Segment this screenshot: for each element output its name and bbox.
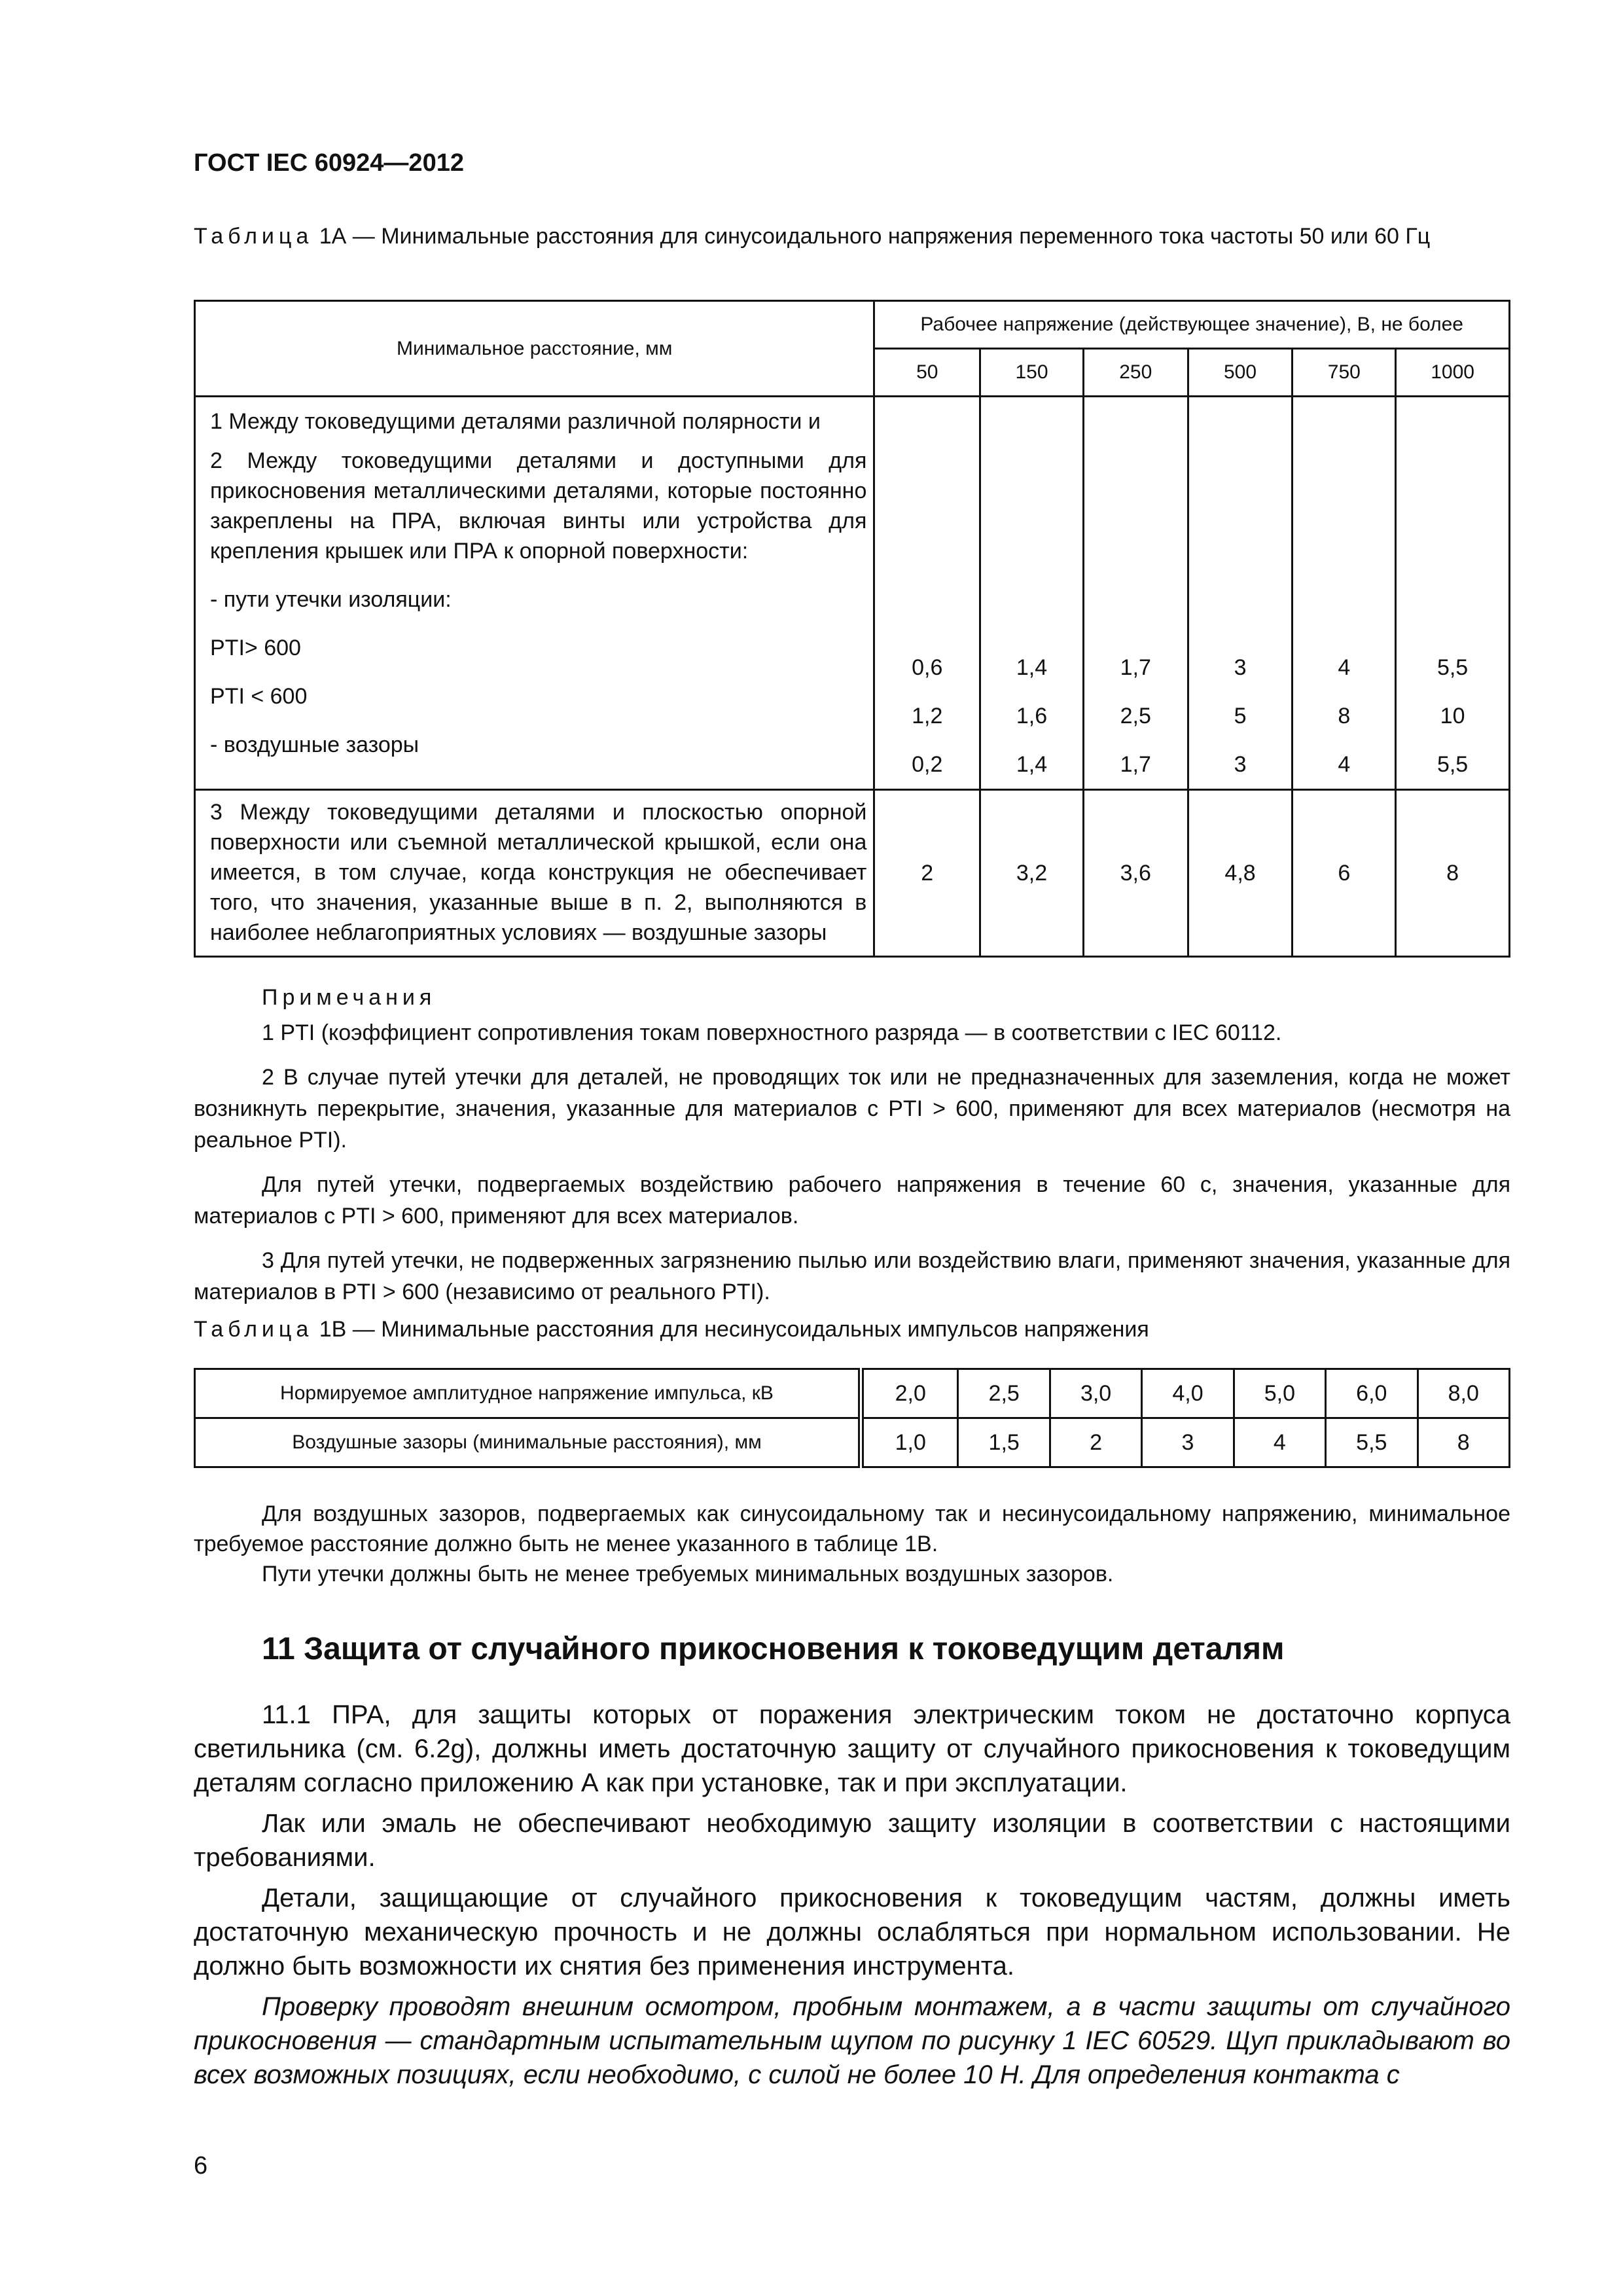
paragraph: Лак или эмаль не обеспечивают необходимую защиту изоляции в соответствии с настоящими требованиями.: [194, 1809, 1510, 1872]
note-item: 1 PTI (коэффициент сопротивления токам поверхностного разряда — в соответствии с IEC 60112.: [262, 1020, 1282, 1045]
cell-value: 8: [1338, 704, 1351, 728]
table-label: Таблица: [194, 1317, 313, 1342]
cell-value: 0,2: [912, 752, 943, 777]
cell-value: 5,5: [1326, 1418, 1418, 1467]
row-label: PTI < 600: [210, 684, 308, 709]
table-row: [195, 397, 1510, 790]
cell-value: 1,7: [1120, 752, 1151, 777]
table-label: Таблица: [194, 224, 313, 249]
row-label: - воздушные зазоры: [210, 732, 419, 757]
cell-value: 4: [1338, 752, 1351, 777]
cell-value: 2,5: [958, 1369, 1050, 1418]
table-1a-caption: [194, 220, 1510, 253]
table-row: [195, 790, 1510, 957]
voltage-header: 750: [1293, 349, 1396, 397]
row-label: PTI> 600: [210, 636, 301, 660]
table-1b-caption: [194, 1313, 1510, 1346]
paragraph: 11.1 ПРА, для защиты которых от поражения электрическим током не достаточно корпуса светильника (см. 6.2g), должны иметь достаточную защиту от случайного прикосновения к токоведущим деталям согласно приложению А как при установке, так и при эксплуатации.: [194, 1700, 1510, 1797]
paragraph: Пути утечки должны быть не менее требуемых минимальных воздушных зазоров.: [262, 1562, 1114, 1587]
cell-value: 5,0: [1234, 1369, 1325, 1418]
cell-value: 4,8: [1188, 790, 1293, 957]
table-row: [195, 1369, 1510, 1418]
table-caption-text: 1В — Минимальные расстояния для несинусоидальных импульсов напряжения: [313, 1317, 1149, 1342]
section-2-title: 2 Между токоведущими деталями и доступными для прикосновения металлическими деталями, которые постоянно закреплены на ПРА, включая винты или устройства для крепления крышек или ПРА к опорной поверхности:: [210, 448, 867, 564]
paragraph: Детали, защищающие от случайного прикосновения к токоведущим частям, должны иметь достаточную механическую прочность и не должны ослабляться при нормальном использовании. Не должно быть возможности их снятия без применения инструмента.: [194, 1884, 1510, 1981]
cell-value: 3: [1234, 655, 1247, 680]
cell-value: 2: [874, 790, 980, 957]
cell-value: 10: [1440, 704, 1465, 728]
voltage-header: 150: [980, 349, 1084, 397]
cell-value: 1,4: [1016, 752, 1048, 777]
cell-value: 8: [1418, 1418, 1510, 1467]
value-column: [1188, 397, 1293, 790]
paragraph: Для воздушных зазоров, подвергаемых как синусоидальному так и несинусоидальному напряжению, минимальное требуемое расстояние должно быть не менее указанного в таблице 1В.: [194, 1501, 1510, 1556]
row-label: Воздушные зазоры (минимальные расстояния), мм: [195, 1418, 861, 1467]
cell-value: 3,0: [1050, 1369, 1141, 1418]
voltage-header: 50: [874, 349, 980, 397]
value-column: [1083, 397, 1188, 790]
cell-value: 4: [1338, 655, 1351, 680]
cell-value: 1,4: [1016, 655, 1048, 680]
table-row: [195, 1418, 1510, 1467]
voltage-header: 250: [1083, 349, 1188, 397]
value-column: [874, 397, 980, 790]
cell-value: 1,5: [958, 1418, 1050, 1467]
cell-value: 6: [1293, 790, 1396, 957]
cell-value: 3: [1234, 752, 1247, 777]
cell-value: 6,0: [1326, 1369, 1418, 1418]
cell-value: 2,5: [1120, 704, 1151, 728]
note-item: 3 Для путей утечки, не подверженных загрязнению пылью или воздействию влаги, применяют значения, указанные для материалов в PTI > 600 (независимо от реального PTI).: [194, 1248, 1510, 1304]
section-heading: 11 Защита от случайного прикосновения к токоведущим деталям: [262, 1632, 1285, 1666]
section-1-2-cell: [195, 397, 874, 790]
standard-id: ГОСТ IEC 60924—2012: [194, 149, 464, 177]
cell-value: 4: [1234, 1418, 1325, 1467]
table-caption-text: 1А — Минимальные расстояния для синусоидального напряжения переменного тока частоты 50 или 60 Гц: [313, 224, 1431, 249]
page-number: 6: [194, 2152, 208, 2179]
cell-value: 2,0: [861, 1369, 958, 1418]
section-3-title: 3 Между токоведущими деталями и плоскостью опорной поверхности или съемной металлической крышкой, если она имеется, в том случае, когда конструкция не обеспечивает того, что значения, указанные выше в п. 2, выполняются в наиболее неблагоприятных условиях — воздушные зазоры: [195, 790, 874, 957]
notes-heading: Примечания: [262, 985, 437, 1010]
value-column: [1293, 397, 1396, 790]
creepage-label: - пути утечки изоляции:: [210, 587, 452, 612]
cell-value: 5,5: [1436, 655, 1469, 680]
cell-value: 3,6: [1083, 790, 1188, 957]
paragraph-italic: Проверку проводят внешним осмотром, пробным монтажем, а в части защиты от случайного прикосновения — стандартным испытательным щупом по рисунку 1 IEC 60529. Щуп прикладывают во всех возможных позициях, если необходимо, с силой не более 10 Н. Для определения контакта с: [194, 1992, 1510, 2089]
cell-value: 1,2: [912, 704, 943, 728]
col-header-voltage: Рабочее напряжение (действующее значение), В, не более: [874, 301, 1510, 349]
table-1b: [194, 1368, 1510, 1468]
notes-block: [194, 982, 1510, 1321]
after-table-text: [194, 1499, 1510, 1589]
note-item: Для путей утечки, подвергаемых воздействию рабочего напряжения в течение 60 с, значения, указанные для материалов с PTI > 600, применяют для всех материалов.: [194, 1172, 1510, 1229]
cell-value: 1,7: [1120, 655, 1151, 680]
cell-value: 1,0: [861, 1418, 958, 1467]
cell-value: 0,6: [912, 655, 943, 680]
col-header-distance: Минимальное расстояние, мм: [195, 301, 874, 397]
cell-value: 5: [1234, 704, 1247, 728]
row-label: Нормируемое амплитудное напряжение импульса, кВ: [195, 1369, 861, 1418]
cell-value: 5,5: [1436, 752, 1469, 777]
voltage-header: 1000: [1396, 349, 1510, 397]
cell-value: 2: [1050, 1418, 1141, 1467]
cell-value: 3,2: [980, 790, 1084, 957]
value-column: [1396, 397, 1510, 790]
cell-value: 8: [1396, 790, 1510, 957]
table-1a: [194, 300, 1510, 958]
voltage-header: 500: [1188, 349, 1293, 397]
note-item: 2 В случае путей утечки для деталей, не проводящих ток или не предназначенных для заземления, когда не может возникнуть перекрытие, значения, указанные для материалов с PTI > 600, применяют для всех материалов (несмотря на реальное PTI).: [194, 1065, 1510, 1153]
section-11-body: [194, 1698, 1510, 2098]
value-column: [980, 397, 1084, 790]
cell-value: 4,0: [1142, 1369, 1234, 1418]
cell-value: 8,0: [1418, 1369, 1510, 1418]
section-1-title: 1 Между токоведущими деталями различной полярности и: [210, 409, 821, 434]
cell-value: 1,6: [1016, 704, 1048, 728]
cell-value: 3: [1142, 1418, 1234, 1467]
